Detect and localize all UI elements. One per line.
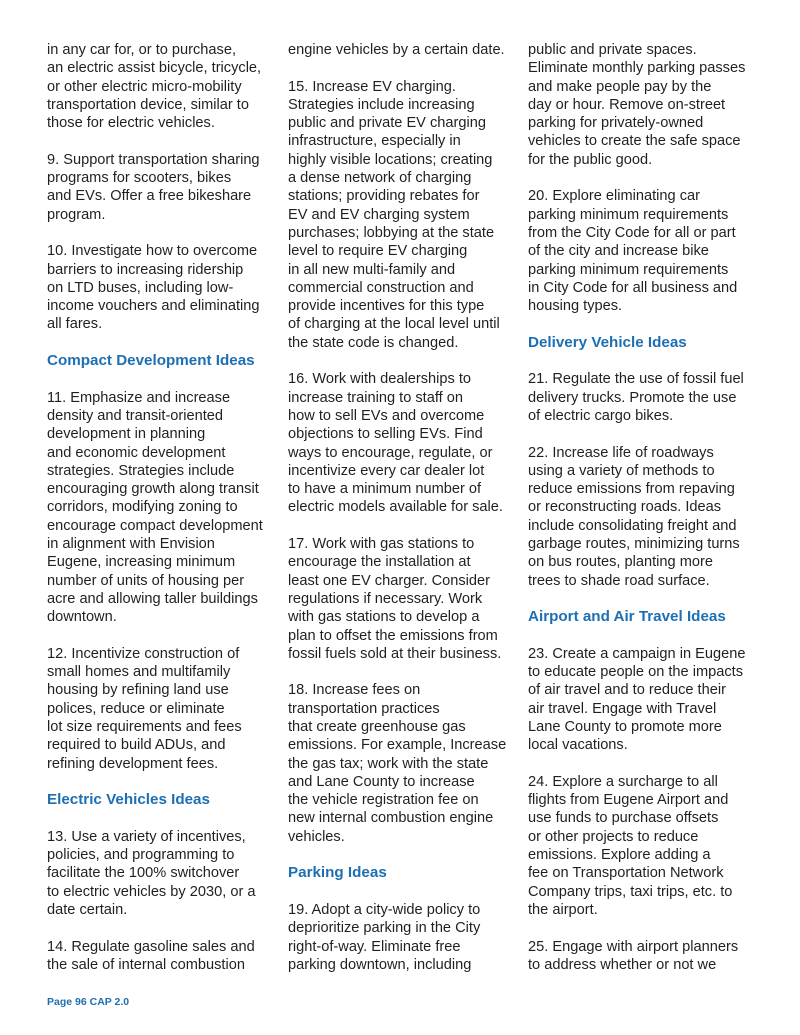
paragraph: 22. Increase life of roadways using a variety of methods to reduce emissions from repaving or reconstructing roads. Ideas include consolidating freight and garbage routes, minimizing turns on bus routes, planting more trees to shade road surface.	[528, 444, 740, 589]
section-heading: Electric Vehicles Ideas	[47, 791, 210, 809]
paragraph: 18. Increase fees on transportation practices that create greenhouse gas emissions. For example, Increase the gas tax; work with the state and Lane County to increase the vehicle registration fee on new internal combustion engine vehicles.	[288, 682, 507, 845]
column-2	[288, 41, 520, 992]
paragraph: 23. Create a campaign in Eugene to educate people on the impacts of air travel and to reduce their air travel. Engage with Travel Lane County to promote more local vacations.	[528, 645, 746, 754]
column-1	[47, 41, 279, 992]
paragraph: 15. Increase EV charging. Strategies include increasing public and private EV charging infrastructure, especially in highly visible locations; creating a dense network of charging stations; providing rebates for EV and EV charging system purchases; lobbying at the state level to require EV charging in all new multi-family and commercial construction and provide incentives for this type of charging at the local level until the state code is changed.	[288, 78, 500, 351]
column-3	[528, 41, 760, 992]
paragraph: 10. Investigate how to overcome barriers to increasing ridership on LTD buses, including low- income vouchers and eliminating all fares.	[47, 243, 260, 333]
paragraph: 21. Regulate the use of fossil fuel delivery trucks. Promote the use of electric cargo bikes.	[528, 371, 744, 424]
section-heading: Compact Development Ideas	[47, 352, 255, 370]
paragraph: 13. Use a variety of incentives, policies, and programming to facilitate the 100% switchover to electric vehicles by 2030, or a date certain.	[47, 828, 256, 918]
paragraph: 17. Work with gas stations to encourage the installation at least one EV charger. Consider regulations if necessary. Work with gas stations to develop a plan to offset the emissions from fossil fuels sold at their business.	[288, 536, 502, 662]
paragraph: public and private spaces. Eliminate monthly parking passes and make people pay by the day or hour. Remove on-street parking for privately-owned vehicles to create the safe space for the public good.	[528, 42, 746, 168]
section-heading: Delivery Vehicle Ideas	[528, 333, 687, 351]
page-footer: Page 96 CAP 2.0	[47, 996, 130, 1008]
paragraph: 11. Emphasize and increase density and transit-oriented development in planning and economic development strategies. Strategies include encouraging growth along transit corridors, modifying zoning to encourage compact development in alignment with Envision Eugene, increasing minimum number of units of housing per acre and allowing taller buildings downtown.	[47, 389, 263, 626]
paragraph: 16. Work with dealerships to increase training to staff on how to sell EVs and overcome objections to selling EVs. Find ways to encourage, regulate, or incentivize every car dealer lot to have a minimum number of electric models available for sale.	[288, 371, 503, 516]
paragraph: 9. Support transportation sharing programs for scooters, bikes and EVs. Offer a free bikeshare program.	[47, 151, 260, 223]
paragraph: engine vehicles by a certain date.	[288, 42, 505, 58]
paragraph: 12. Incentivize construction of small homes and multifamily housing by refining land use polices, reduce or eliminate lot size requirements and fees required to build ADUs, and refining development fees.	[47, 645, 242, 772]
paragraph: 19. Adopt a city-wide policy to deprioritize parking in the City right-of-way. Eliminate free parking downtown, including	[288, 901, 481, 973]
paragraph: in any car for, or to purchase, an electric assist bicycle, tricycle, or other electric micro-mobility transportation device, similar to those for electric vehicles.	[47, 42, 262, 132]
paragraph: 24. Explore a surcharge to all flights from Eugene Airport and use funds to purchase offsets or other projects to reduce emissions. Explore adding a fee on Transportation Network Company trips, taxi trips, etc. to the airport.	[528, 773, 733, 918]
paragraph: 25. Engage with airport planners to address whether or not we	[528, 938, 739, 973]
section-heading: Airport and Air Travel Ideas	[528, 608, 726, 626]
paragraph: 20. Explore eliminating car parking minimum requirements from the City Code for all or part of the city and increase bike parking minimum requirements in City Code for all business and housing types.	[528, 188, 738, 315]
paragraph: 14. Regulate gasoline sales and the sale of internal combustion	[47, 938, 255, 973]
section-heading: Parking Ideas	[288, 864, 387, 882]
